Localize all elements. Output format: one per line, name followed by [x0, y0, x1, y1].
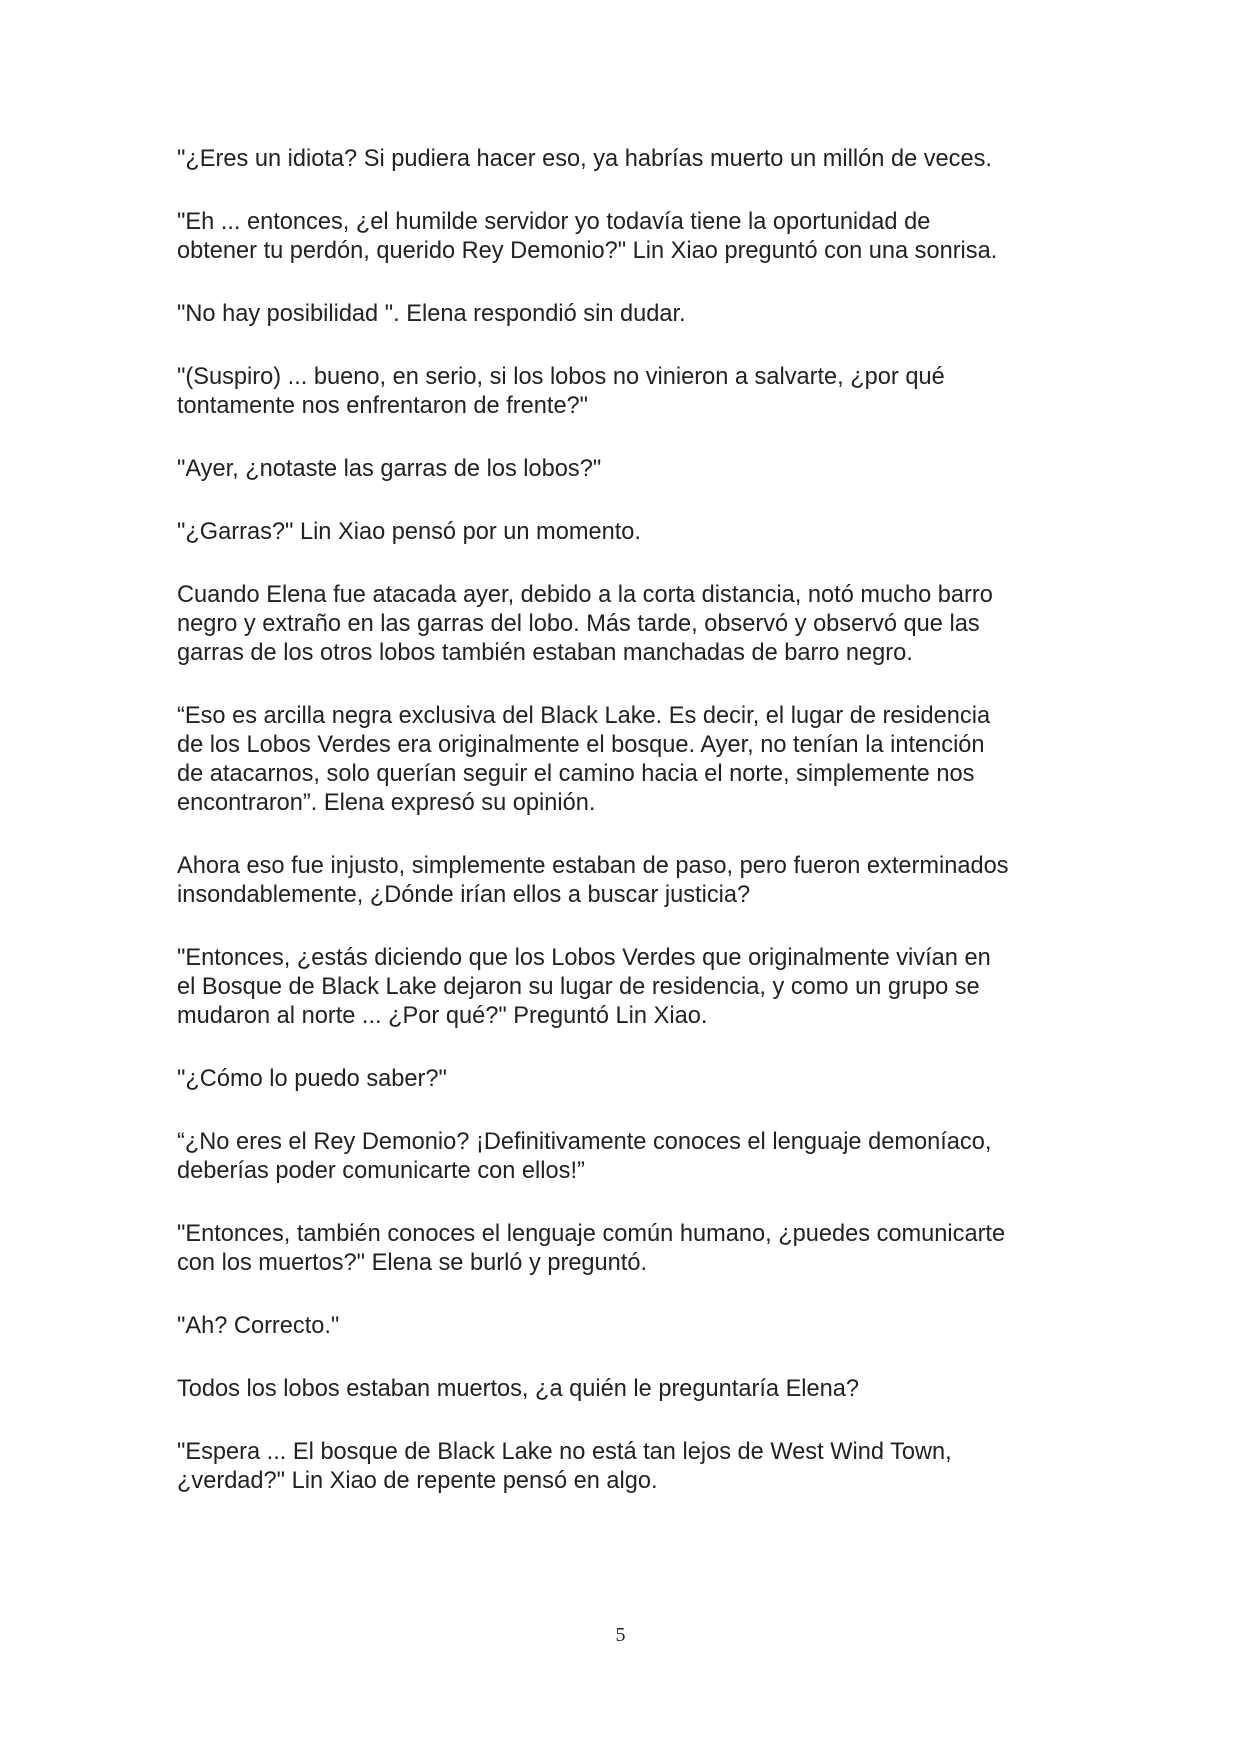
paragraph-14: "Ah? Correcto.": [177, 1313, 340, 1339]
paragraph-6: "¿Garras?" Lin Xiao pensó por un momento.: [177, 519, 641, 545]
paragraph-8: “Eso es arcilla negra exclusiva del Black Lake. Es decir, el lugar de residencia de los Lobos Verdes era originalmente el bosque. Ayer, no tenían la intención de atacarnos, solo querían seguir el camino hacia el norte, simplemente nos encontraron”. Elena expresó su opinión.: [177, 703, 991, 816]
paragraph-10: "Entonces, ¿estás diciendo que los Lobos Verdes que originalmente vivían en el Bosque de Black Lake dejaron su lugar de residencia, y como un grupo se mudaron al norte ... ¿Por qué?" Preguntó Lin Xiao.: [177, 945, 991, 1029]
paragraph-3: "No hay posibilidad ". Elena respondió sin dudar.: [177, 301, 686, 327]
paragraph-1: "¿Eres un idiota? Si pudiera hacer eso, ya habrías muerto un millón de veces.: [177, 146, 992, 172]
body-text: [177, 145, 1077, 1530]
page-number: 5: [615, 1624, 626, 1646]
paragraph-5: "Ayer, ¿notaste las garras de los lobos?": [177, 456, 602, 482]
paragraph-12: “¿No eres el Rey Demonio? ¡Definitivamente conoces el lenguaje demoníaco, deberías poder comunicarte con ellos!”: [177, 1129, 992, 1184]
paragraph-15: Todos los lobos estaban muertos, ¿a quién le preguntaría Elena?: [177, 1376, 860, 1402]
paragraph-7: Cuando Elena fue atacada ayer, debido a la corta distancia, notó mucho barro negro y extraño en las garras del lobo. Más tarde, observó y observó que las garras de los otros lobos también estaban manchadas de barro negro.: [177, 582, 993, 666]
paragraph-4: "(Suspiro) ... bueno, en serio, si los lobos no vinieron a salvarte, ¿por qué tontamente nos enfrentaron de frente?": [177, 364, 945, 419]
paragraph-13: "Entonces, también conoces el lenguaje común humano, ¿puedes comunicarte con los muertos?" Elena se burló y preguntó.: [177, 1221, 1006, 1276]
paragraph-2: "Eh ... entonces, ¿el humilde servidor yo todavía tiene la oportunidad de obtener tu perdón, querido Rey Demonio?" Lin Xiao preguntó con una sonrisa.: [177, 209, 998, 264]
paragraph-16: "Espera ... El bosque de Black Lake no está tan lejos de West Wind Town, ¿verdad?" Lin Xiao de repente pensó en algo.: [177, 1439, 952, 1494]
paragraph-11: "¿Cómo lo puedo saber?": [177, 1066, 447, 1092]
paragraph-9: Ahora eso fue injusto, simplemente estaban de paso, pero fueron exterminados insondablemente, ¿Dónde irían ellos a buscar justicia?: [177, 853, 1009, 908]
